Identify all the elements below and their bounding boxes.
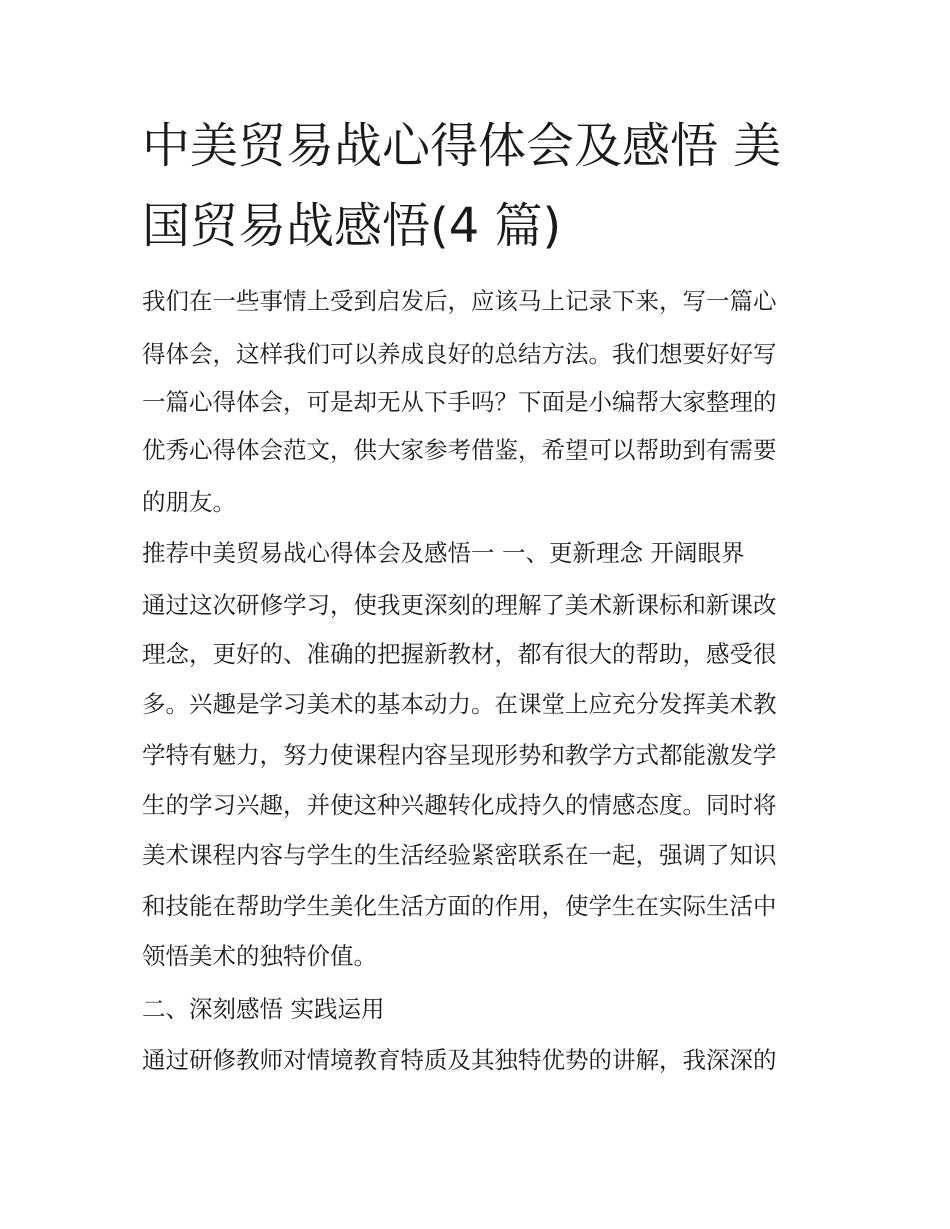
document-title-line-2: 国贸易战感悟(4 篇) [142, 198, 562, 254]
body-line-12: 美术课程内容与学生的生活经验紧密联系在一起，强调了知识 [142, 841, 777, 869]
body-line-16: 通过研修教师对情境教育特质及其独特优势的讲解，我深深的 [142, 1046, 777, 1074]
body-line-5: 的朋友。 [142, 488, 236, 516]
body-line-2: 得体会，这样我们可以养成良好的总结方法。我们想要好好写 [142, 340, 777, 368]
body-line-1: 我们在一些事情上受到启发后，应该马上记录下来，写一篇心 [142, 287, 777, 315]
section-heading-1: 推荐中美贸易战心得体会及感悟一 一、更新理念 开阔眼界 [142, 539, 745, 567]
body-line-11: 生的学习兴趣，并使这种兴趣转化成持久的情感态度。同时将 [142, 791, 777, 819]
body-line-13: 和技能在帮助学生美化生活方面的作用，使学生在实际生活中 [142, 892, 777, 920]
body-line-9: 多。兴趣是学习美术的基本动力。在课堂上应充分发挥美术教 [142, 690, 777, 718]
body-line-4: 优秀心得体会范文，供大家参考借鉴，希望可以帮助到有需要 [142, 436, 777, 464]
body-line-3: 一篇心得体会，可是却无从下手吗？下面是小编帮大家整理的 [142, 388, 777, 416]
document-title-line-1: 中美贸易战心得体会及感悟 美 [142, 118, 782, 174]
body-line-7: 通过这次研修学习，使我更深刻的理解了美术新课标和新课改 [142, 591, 777, 619]
section-heading-2: 二、深刻感悟 实践运用 [142, 995, 385, 1023]
body-line-14: 领悟美术的独特价值。 [142, 942, 377, 970]
body-line-8: 理念，更好的、准确的把握新教材，都有很大的帮助，感受很 [142, 640, 777, 668]
body-line-10: 学特有魅力，努力使课程内容呈现形势和教学方式都能激发学 [142, 741, 777, 769]
